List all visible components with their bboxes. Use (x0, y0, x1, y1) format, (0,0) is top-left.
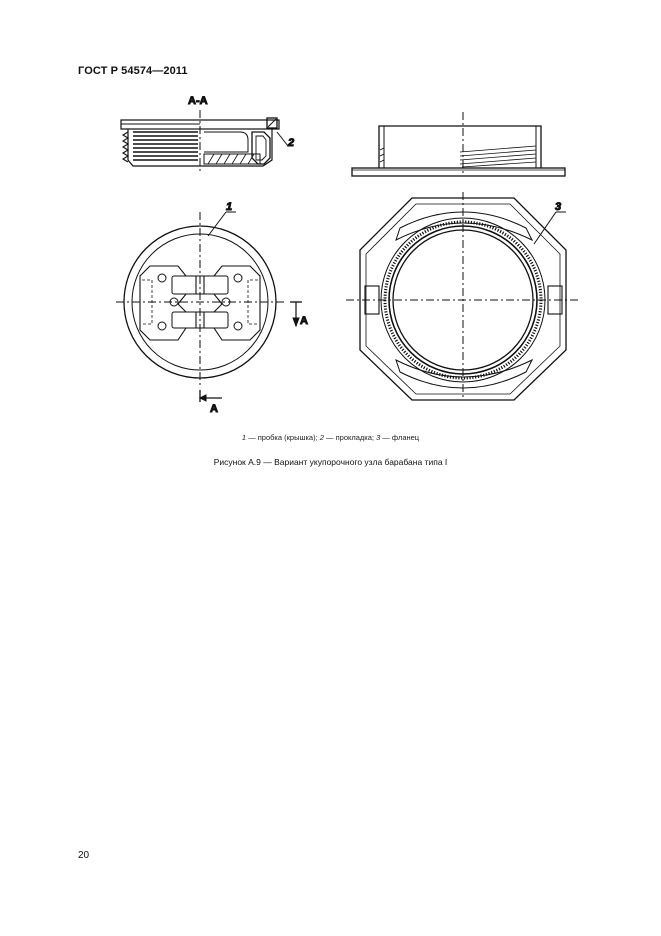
callout-leader-2 (277, 132, 288, 146)
legend-text-1: — пробка (крышка); (246, 433, 320, 442)
plug-left-handle (140, 266, 196, 340)
section-thread-teeth (123, 132, 128, 162)
legend-text-3: — фланец (380, 433, 420, 442)
section-thread-hatching (133, 132, 198, 160)
flange-thread-lines (380, 146, 536, 167)
legend-text-2: — прокладка; (323, 433, 377, 442)
figure-caption: Рисунок А.9 — Вариант укупорочного узла барабана типа I (213, 457, 448, 467)
legend-num-1: 1 (241, 433, 247, 442)
legend-num-2: 2 (319, 433, 324, 442)
section-inner-cavity (204, 132, 248, 152)
flange-side-view (352, 112, 565, 176)
callout-1: 1 (226, 201, 233, 213)
callout-leader-1 (208, 212, 226, 236)
figure-legend (0, 433, 661, 442)
callout-2: 2 (288, 137, 295, 149)
page-number: 20 (78, 850, 90, 861)
flange-base-plate (352, 168, 565, 176)
flange-top-view (346, 192, 580, 400)
callout-3: 3 (555, 201, 562, 213)
legend-num-3: 3 (376, 433, 381, 442)
flange-neck (379, 126, 541, 168)
section-label: А-А (188, 95, 208, 107)
plug-top-view (116, 201, 308, 415)
cut-label-right: А (300, 315, 308, 327)
gasket-outline (252, 132, 270, 164)
document-code: ГОСТ Р 54574—2011 (78, 65, 188, 77)
plug-right-handle (204, 266, 260, 340)
cut-label-bottom: А (210, 403, 218, 415)
section-view-a-a (121, 95, 294, 172)
